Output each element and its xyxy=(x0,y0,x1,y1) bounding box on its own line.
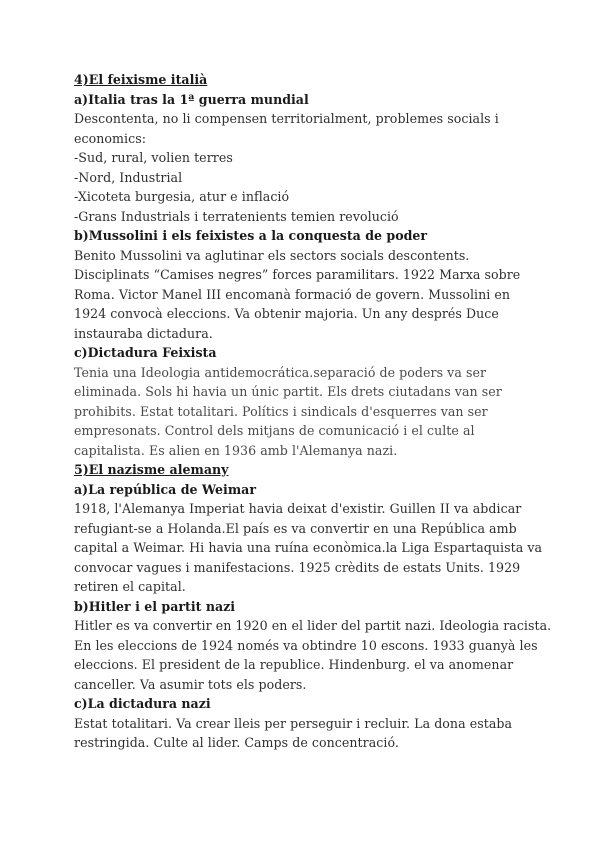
subsection-title-fascist-dictatorship: c)Dictadura Feixista xyxy=(74,345,217,360)
text-line: Disciplinats “Camises negres” forces paramilitars. 1922 Marxa sobre xyxy=(74,267,521,282)
text-line: eleccions. El president de la republice. Hindenburg. el va anomenar xyxy=(74,657,514,672)
subsection-title-nazi-dictatorship: c)La dictadura nazi xyxy=(74,696,211,711)
paragraph-fascist-dictatorship xyxy=(74,363,574,461)
list-item: -Sud, rural, volien terres xyxy=(74,150,233,165)
text-line: En les eleccions de 1924 només va obtindre 10 escons. 1933 guanyà les xyxy=(74,637,538,653)
text-line: Hitler es va convertir en 1920 en el lider del partit nazi. Ideologia racista. xyxy=(74,618,552,633)
subsection-title-mussolini-conquest: b)Mussolini i els feixistes a la conquesta de poder xyxy=(74,228,428,243)
text-line: instauraba dictadura. xyxy=(74,325,213,341)
paragraph-italy-after-ww1 xyxy=(74,109,574,226)
text-line: capitalista. Es alien en 1936 amb l'Alemanya nazi. xyxy=(74,442,398,458)
paragraph-weimar-republic xyxy=(74,499,574,597)
subsection-title-italy-after-ww1: a)Italia tras la 1ª guerra mundial xyxy=(74,91,309,107)
subsection-title-hitler-nazi-party: b)Hitler i el partit nazi xyxy=(74,598,236,614)
text-line: Benito Mussolini va aglutinar els sectors socials descontents. xyxy=(74,247,470,263)
section-title-italian-fascism: 4)El feixisme italià xyxy=(74,72,208,87)
text-line: refugiant-se a Holanda.El país es va convertir en una República amb xyxy=(74,520,517,536)
paragraph-hitler-nazi-party xyxy=(74,616,574,694)
text-line: canceller. Va asumir tots els poders. xyxy=(74,676,307,692)
text-line: Tenia una Ideologia antidemocrática.separació de poders va ser xyxy=(74,364,487,380)
text-line: capital a Weimar. Hi havia una ruína econòmica.la Liga Espartaquista va xyxy=(74,540,543,555)
list-item: -Xicoteta burgesia, atur e inflació xyxy=(74,189,290,204)
text-line: 1918, l'Alemanya Imperiat havia deixat d'existir. Guillen II va abdicar xyxy=(74,501,522,516)
list-item: -Grans Industrials i terratenients temien revolució xyxy=(74,208,399,224)
list-item: -Nord, Industrial xyxy=(74,169,183,185)
text-line: empresonats. Control dels mitjans de comunicació i el culte al xyxy=(74,423,475,438)
text-line: 1924 convocà eleccions. Va obtenir majoria. Un any després Duce xyxy=(74,306,499,321)
text-line: restringida. Culte al lider. Camps de concentració. xyxy=(74,735,399,750)
text-line: Estat totalitari. Va crear lleis per perseguir i recluir. La dona estaba xyxy=(74,715,513,731)
paragraph-nazi-dictatorship xyxy=(74,714,574,753)
document-page xyxy=(74,70,574,753)
text-line: Descontenta, no li compensen territorialment, problemes socials i xyxy=(74,111,499,126)
text-line: economics: xyxy=(74,130,147,146)
paragraph-mussolini-conquest xyxy=(74,246,574,344)
text-line: eliminada. Sols hi havia un únic partit. Els drets ciutadans van ser xyxy=(74,384,502,399)
text-line: retiren el capital. xyxy=(74,579,186,594)
subsection-title-weimar-republic: a)La república de Weimar xyxy=(74,481,256,497)
text-line: Roma. Victor Manel III encomanà formació de govern. Mussolini en xyxy=(74,286,511,302)
text-line: convocar vagues i manifestacions. 1925 crèdits de estats Units. 1929 xyxy=(74,559,521,575)
text-line: prohibits. Estat totalitari. Polítics i sindicals d'esquerres van ser xyxy=(74,403,488,419)
section-title-german-nazism: 5)El nazisme alemany xyxy=(74,462,229,477)
